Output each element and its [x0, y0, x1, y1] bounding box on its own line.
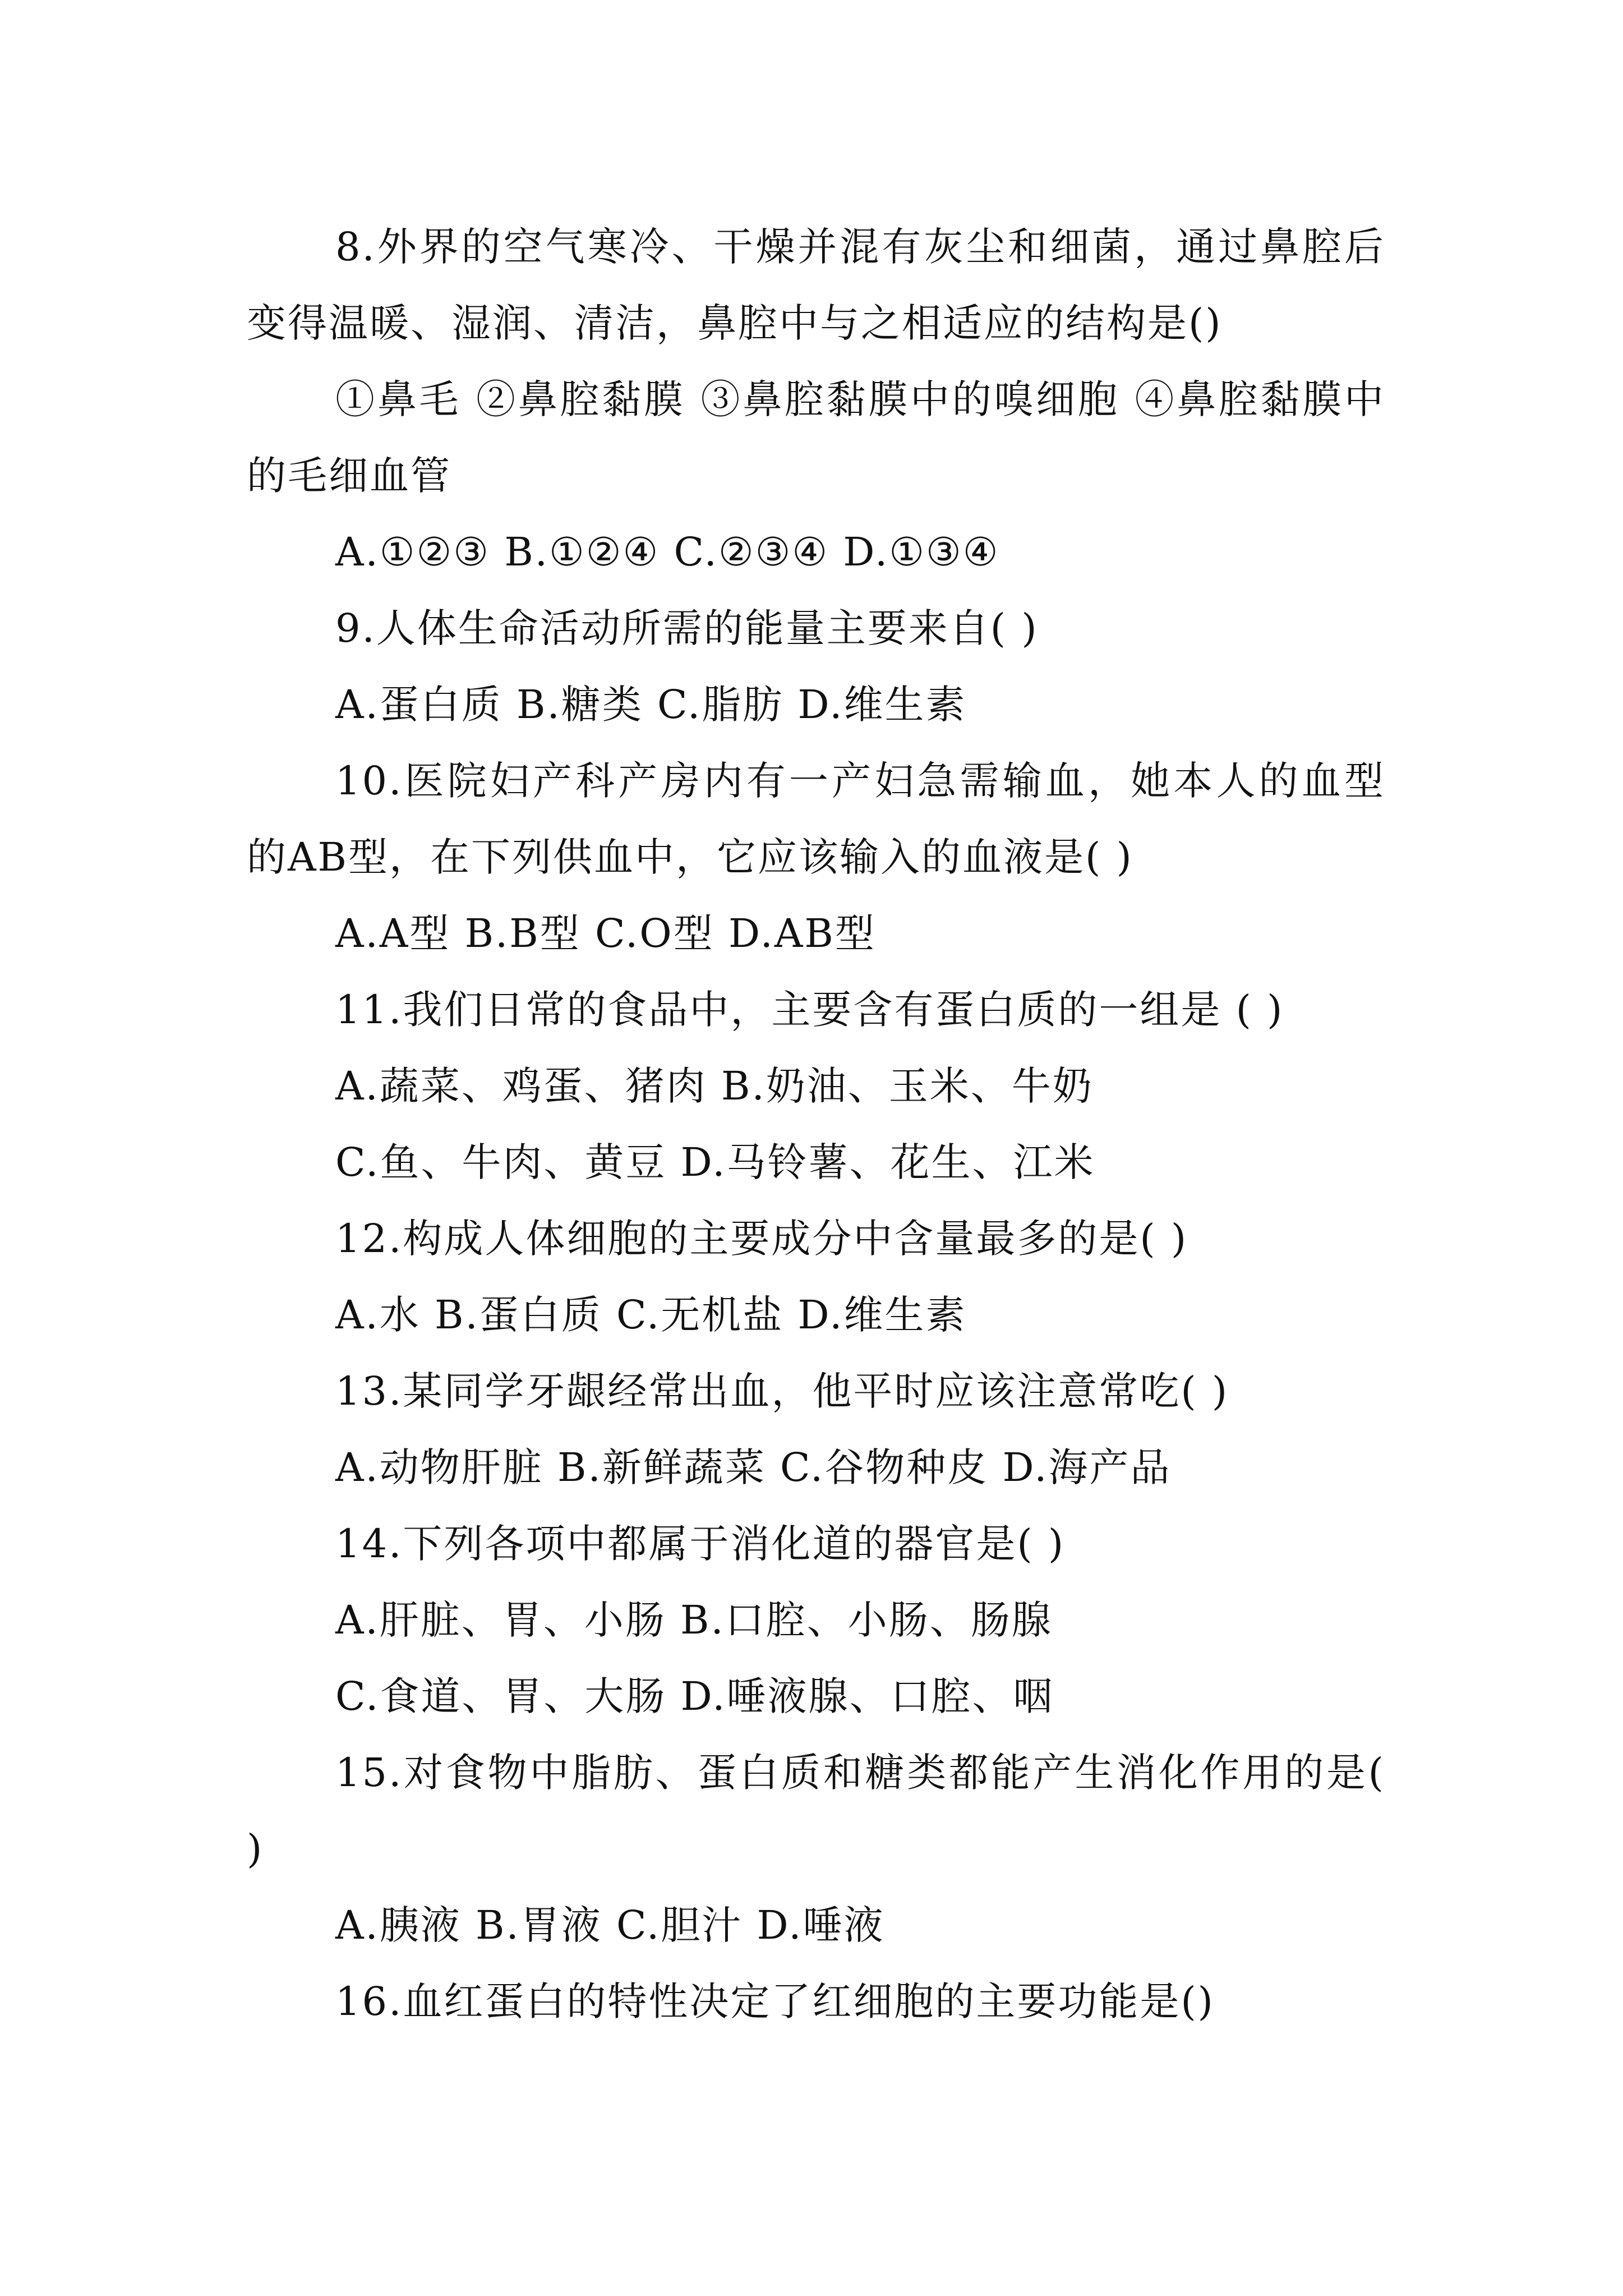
question-10-options: A.A型 B.B型 C.O型 D.AB型: [335, 910, 876, 956]
question-13-stem: 13.某同学牙龈经常出血，他平时应该注意常吃( ): [335, 1368, 1229, 1414]
question-15-stem: 15.对食物中脂肪、蛋白质和糖类都能产生消化作用的是( ): [247, 1750, 1385, 1872]
document-body: [247, 209, 1385, 2040]
question-14-stem: 14.下列各项中都属于消化道的器官是( ): [335, 1521, 1066, 1567]
question-12-options: A.水 B.蛋白质 C.无机盐 D.维生素: [335, 1292, 967, 1338]
question-11-options-ab: A.蔬菜、鸡蛋、猪肉 B.奶油、玉米、牛奶: [335, 1063, 1094, 1109]
question-15-options: A.胰液 B.胃液 C.胆汁 D.唾液: [335, 1902, 885, 1948]
question-16-stem: 16.血红蛋白的特性决定了红细胞的主要功能是(): [335, 1978, 1215, 2024]
question-12-stem: 12.构成人体细胞的主要成分中含量最多的是( ): [335, 1216, 1188, 1262]
question-14-options-ab: A.肝脏、胃、小肠 B.口腔、小肠、肠腺: [335, 1597, 1053, 1643]
question-8-stem: 8.外界的空气寒冷、干燥并混有灰尘和细菌，通过鼻腔后变得温暖、湿润、清洁，鼻腔中与之相适应的结构是(): [247, 224, 1385, 346]
question-11-stem: 11.我们日常的食品中，主要含有蛋白质的一组是 ( ): [335, 987, 1284, 1033]
question-11-options-cd: C.鱼、牛肉、黄豆 D.马铃薯、花生、江米: [335, 1139, 1095, 1185]
question-10-stem: 10.医院妇产科产房内有一产妇急需输血，她本人的血型的AB型，在下列供血中，它应该输入的血液是( ): [247, 758, 1385, 880]
question-9-options: A.蛋白质 B.糖类 C.脂肪 D.维生素: [335, 682, 967, 728]
question-8-options: A.①②③ B.①②④ C.②③④ D.①③④: [335, 529, 1000, 575]
question-9-stem: 9.人体生命活动所需的能量主要来自( ): [335, 605, 1039, 651]
question-8-items: ①鼻毛 ②鼻腔黏膜 ③鼻腔黏膜中的嗅细胞 ④鼻腔黏膜中的毛细血管: [247, 376, 1385, 499]
question-14-options-cd: C.食道、胃、大肠 D.唾液腺、口腔、咽: [335, 1673, 1054, 1719]
question-13-options: A.动物肝脏 B.新鲜蔬菜 C.谷物种皮 D.海产品: [335, 1444, 1172, 1490]
